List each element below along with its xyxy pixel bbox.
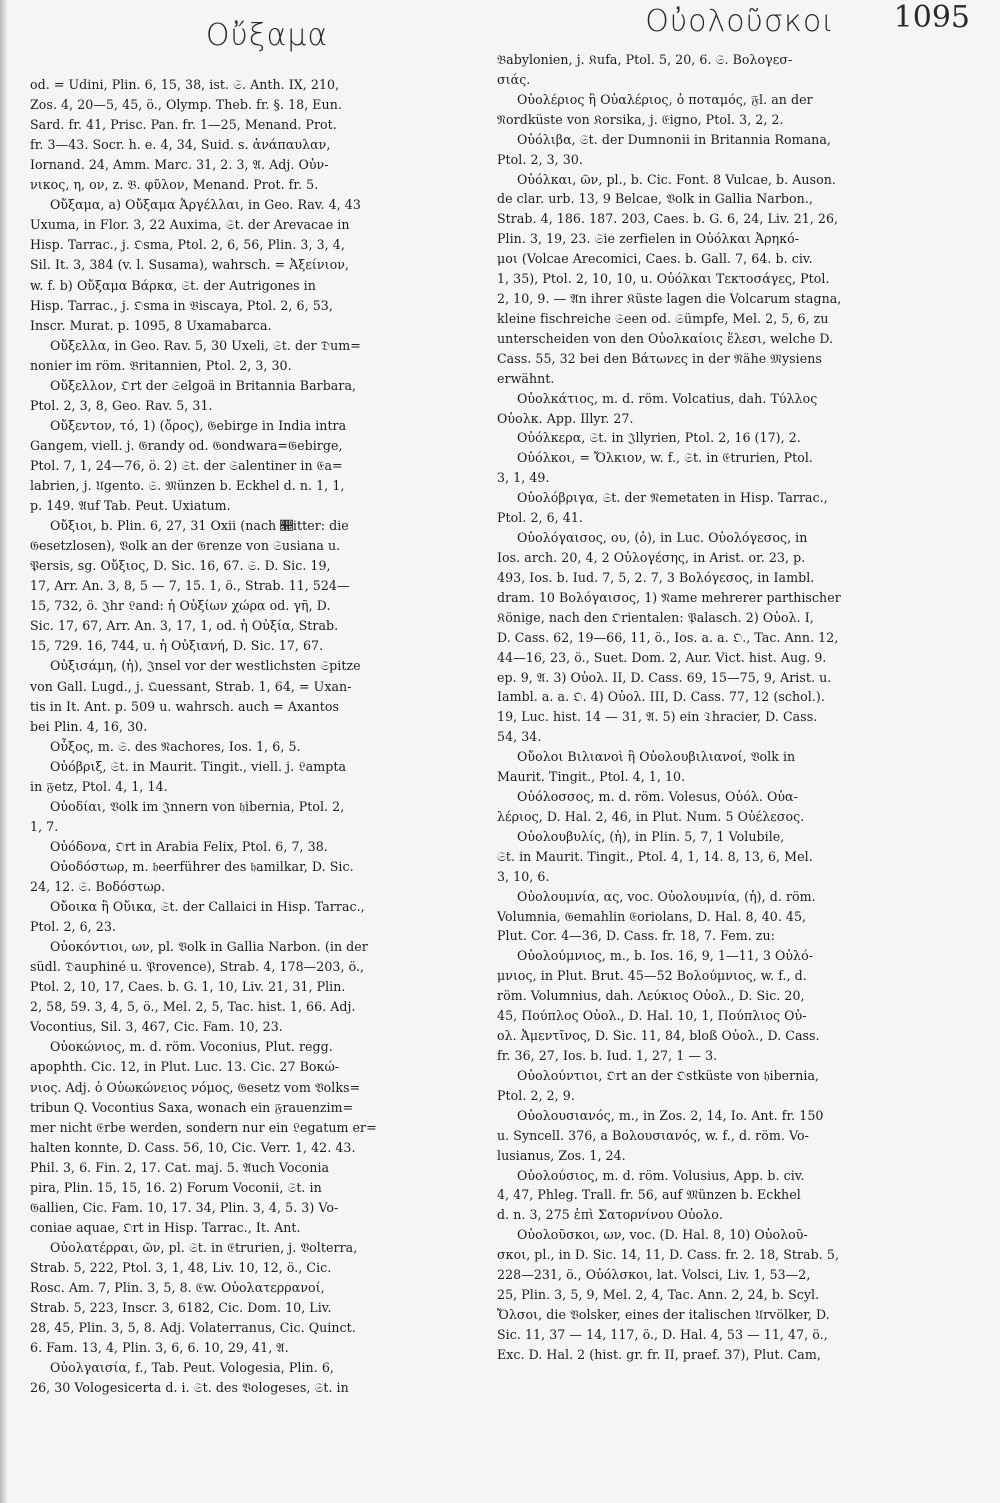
dictionary-entry-start: Οὖξος, m. 𝔖. des 𝔑achores, Ios. 1, 6, 5. [50,738,301,754]
running-head-right: Οὐολοῦσκοι [645,4,835,39]
dictionary-text-line: tribun Q. Vocontius Saxa, wonach ein 𝔉rauenzim= [30,1099,354,1115]
dictionary-text-line: pira, Plin. 15, 15, 16. 2) Forum Voconii, 𝔖t. in [30,1179,322,1195]
dictionary-text-line: Ptol. 2, 3, 30. [497,151,583,167]
dictionary-entry-start: Οὐολούσιος, m. d. röm. Volusius, App. b. civ. [517,1167,805,1183]
dictionary-text-line: μοι (Volcae Arecomici, Caes. b. Gall. 7, 64. b. civ. [497,251,813,267]
dictionary-entry-start: Οὐόδονα, 𝔒rt in Arabia Felix, Ptol. 6, 7, 38. [50,838,328,854]
dictionary-text-line: Strab. 4, 186. 187. 203, Caes. b. G. 6, 24, Liv. 21, 26, [497,211,839,227]
dictionary-entry-start: Οὐόλκερα, 𝔖t. in 𝔍llyrien, Ptol. 2, 16 (17), 2. [517,430,801,446]
dictionary-text-line: 2, 10, 9. — 𝔄n ihrer 𝔎üste lagen die Volcarum stagna, [497,291,842,307]
dictionary-text-line: von Gall. Lugd., j. 𝔔uessant, Strab. 1, 64, = Uxan- [30,678,352,694]
dictionary-entry-start: Οὐόλοσσος, m. d. röm. Volesus, Οὐόλ. Οὐα- [517,789,798,805]
dictionary-text-line: in 𝔉etz, Ptol. 4, 1, 14. [30,778,168,794]
dictionary-text-line: Strab. 5, 222, Ptol. 3, 1, 48, Liv. 10, 12, ö., Cic. [30,1259,332,1275]
dictionary-entry-start: Οὐολκάτιος, m. d. röm. Volcatius, dah. Τύλλος [517,390,818,406]
dictionary-text-line: Ios. arch. 20, 4, 2 Οὐλογέσης, in Arist. or. 23, p. [497,550,806,565]
dictionary-text-line: νικος, η, ον, z. 𝔅. φῦλον, Menand. Prot. fr. 5. [30,177,319,193]
dictionary-entry-start: Οὔξελλον, 𝔒rt der 𝔖elgoä in Britannia Barbara, [50,377,357,393]
dictionary-text-line: Οὐολκ. App. Illyr. 27. [497,410,634,426]
dictionary-text-line: 𝔅abylonien, j. 𝔎ufa, Ptol. 5, 20, 6. 𝔖. Βολογεσ- [497,52,793,67]
dictionary-entry-start: Οὐολουβυλίς, (ἡ), in Plin. 5, 7, 1 Volubile, [517,828,785,844]
dictionary-text-line: 17, Arr. An. 3, 8, 5 — 7, 15. 1, ö., Strab. 11, 524— [30,578,350,594]
dictionary-text-line: Ptol. 2, 2, 9. [497,1087,575,1103]
dictionary-text-line: apophth. Cic. 12, in Plut. Luc. 13. Cic. 27 Βοκώ- [30,1059,340,1075]
dictionary-text-line: Inscr. Murat. p. 1095, 8 Uxamabarca. [30,317,272,333]
dictionary-text-line: Sic. 17, 67, Arr. An. 3, 17, 1, od. ἡ Οὐξία, Strab. [30,618,339,634]
dictionary-text-line: Exc. D. Hal. 2 (hist. gr. fr. II, praef. 37), Plut. Cam, [497,1346,821,1362]
dictionary-entry-start: Οὐολγαισία, f., Tab. Peut. Vologesia, Plin. 6, [50,1360,334,1376]
dictionary-text-line: Uxuma, in Flor. 3, 22 Auxima, 𝔖t. der Arevacae in [30,217,350,233]
dictionary-text-line: röm. Volumnius, dah. Λεύκιος Οὐολ., D. Sic. 20, [497,988,805,1004]
dictionary-text-line: 44—16, 23, ö., Suet. Dom. 2, Aur. Vict. hist. Aug. 9. [497,649,827,665]
dictionary-text-line: 𝔊allien, Cic. Fam. 10, 17. 34, Plin. 3, 4, 5. 3) Vo- [30,1199,339,1215]
dictionary-text-line: Ptol. 2, 6, 41. [497,510,583,526]
dictionary-entry-start: Οὔολοι Βιλιανοὶ ἢ Οὐολουβιλιανοί, 𝔙olk in [517,749,796,765]
dictionary-text-line: Strab. 5, 223, Inscr. 3, 6182, Cic. Dom. 10, Liv. [30,1300,332,1316]
dictionary-text-line: Gangem, viell. j. 𝔊randy od. 𝔊ondwara=𝔊ebirge, [30,437,343,453]
dictionary-text-line: bei Plin. 4, 16, 30. [30,718,148,734]
dictionary-text-line: Ptol. 2, 3, 8, Geo. Rav. 5, 31. [30,397,213,413]
dictionary-text-line: Hisp. Tarrac., j. 𝔒sma, Ptol. 2, 6, 56, Plin. 3, 3, 4, [30,237,345,253]
dictionary-text-line: 15, 729. 16, 744, u. ἡ Οὐξιανή, D. Sic. 17, 67. [30,638,324,654]
dictionary-text-line: 𝔑ordküste von 𝔎orsika, j. 𝔈igno, Ptol. 3, 2, 2. [497,111,784,127]
dictionary-text-line: nonier im röm. 𝔅ritannien, Ptol. 2, 3, 30. [30,357,292,373]
dictionary-text-line: Zos. 4, 20—5, 45, ö., Olymp. Theb. fr. §. 18, Eun. [30,97,342,113]
dictionary-entry-start: Οὔξελλα, in Geo. Rav. 5, 30 Uxeli, 𝔖t. der 𝔇um= [50,337,361,353]
dictionary-entry-start: Οὐόβριξ, 𝔖t. in Maurit. Tingit., viell. j. 𝔏ampta [50,758,347,774]
dictionary-text-line: Plin. 3, 19, 23. 𝔖ie zerfielen in Οὐόλκαι Ἀρηκό- [497,231,800,247]
dictionary-entry-start: Οὔξιοι, b. Plin. 6, 27, 31 Oxii (nach 𝔕itter: die [50,518,349,534]
dictionary-entry-start: Οὐόλκαι, ῶν, pl., b. Cic. Font. 8 Vulcae, b. Auson. [517,171,836,187]
dictionary-text-line: 𝔎önige, nach den 𝔒rientalen: 𝔓alasch. 2) Οὐολ. I, [497,609,814,625]
dictionary-text-line: de clar. urb. 13, 9 Belcae, 𝔙olk in Gallia Narbon., [497,191,813,207]
dictionary-text-line: Ptol. 2, 6, 23. [30,919,116,935]
dictionary-text-line: Plut. Cor. 4—36, D. Cass. fr. 18, 7. Fem. zu: [497,928,775,944]
dictionary-text-line: mer nicht 𝔈rbe werden, sondern nur ein 𝔏egatum er= [30,1119,377,1135]
dictionary-text-line: 228—231, ö., Οὐόλσκοι, lat. Volsci, Liv. 1, 53—2, [497,1267,811,1283]
dictionary-text-line: Ptol. 2, 10, 17, Caes. b. G. 1, 10, Liv. 21, 31, Plin. [30,979,346,995]
dictionary-text-line: p. 149. 𝔄uf Tab. Peut. Uxiatum. [30,498,231,514]
dictionary-entry-start: Οὐξισάμη, (ἡ), 𝔍nsel vor der westlichsten 𝔖pitze [50,658,361,674]
dictionary-text-line: 𝔓ersis, sg. Οὔξιος, D. Sic. 16, 67. 𝔖. D. Sic. 19, [30,558,331,574]
dictionary-text-line: Maurit. Tingit., Ptol. 4, 1, 10. [497,769,686,785]
dictionary-entry-start: Οὔοικα ἢ Οὔικα, 𝔖t. der Callaici in Hisp. Tarrac., [50,899,365,915]
dictionary-text-line: Iornand. 24, Amm. Marc. 31, 2. 3, 𝔄. Adj. Οὐν- [30,157,329,173]
dictionary-text-line: erwähnt. [497,370,555,386]
dictionary-text-line: 19, Luc. hist. 14 — 31, 𝔄. 5) ein 𝔗hracier, D. Cass. [497,709,818,725]
dictionary-text-line: 26, 30 Vologesicerta d. i. 𝔖t. des 𝔙ologeses, 𝔖t. in [30,1380,349,1396]
dictionary-text-line: 1, 35), Ptol. 2, 10, 10, u. Οὐόλκαι Τεκτοσάγες, Ptol. [497,271,830,287]
dictionary-text-line: lusianus, Zos. 1, 24. [497,1147,626,1163]
dictionary-text-line: Sil. It. 3, 384 (v. l. Susama), wahrsch. = Ἀξείνιον, [30,257,349,273]
dictionary-text-line: ep. 9, 𝔄. 3) Οὐολ. II, D. Cass. 69, 15—75, 9, Arist. u. [497,669,832,685]
dictionary-text-line: Ὄλσοι, die 𝔙olsker, eines der italischen 𝔘rvölker, D. [497,1306,830,1322]
dictionary-text-line: Cass. 55, 32 bei den Βάτωνες in der 𝔑ähe 𝔐ysiens [497,350,822,366]
dictionary-text-line: coniae aquae, 𝔒rt in Hisp. Tarrac., It. Ant. [30,1219,301,1235]
dictionary-text-line: Rosc. Am. 7, Plin. 3, 5, 8. 𝔈w. Οὐολατερρανοί, [30,1280,325,1295]
dictionary-text-line: Hisp. Tarrac., j. 𝔒sma in 𝔅iscaya, Ptol. 2, 6, 53, [30,297,333,313]
dictionary-text-line: 6. Fam. 13, 4, Plin. 3, 6, 6. 10, 29, 41, 𝔄. [30,1340,289,1356]
dictionary-entry-start: Οὐολέριος ἢ Οὐαλέριος, ὁ ποταμός, 𝔉l. an der [517,91,813,107]
dictionary-entry-start: Οὔξαμα, a) Οὔξαμα Ἀργέλλαι, in Geo. Rav. 4, 43 [50,197,361,213]
dictionary-text-line: unterscheiden von den Οὐολκαίοις ἕλεσι, welche D. [497,330,834,346]
dictionary-text-line: fr. 3—43. Socr. h. e. 4, 34, Suid. s. ἀνάπαυλαν, [30,137,331,153]
dictionary-entry-start: Οὐόλκοι, = Ὄλκιον, w. f., 𝔖t. in 𝔈trurien, Ptol. [517,450,813,466]
dictionary-text-line: dram. 10 Βολόγαισος, 1) 𝔑ame mehrerer parthischer [497,589,841,605]
dictionary-text-line: 1, 7. [30,818,59,834]
dictionary-text-line: 𝔊esetzlosen), 𝔙olk an der 𝔊renze von 𝔖usiana u. [30,538,341,554]
dictionary-entry-start: Οὐολοῦσκοι, ων, voc. (D. Hal. 8, 10) Οὐολοῦ- [517,1227,808,1243]
dictionary-text-line: Volumnia, 𝔊emahlin 𝔈oriolans, D. Hal. 8, 40. 45, [497,908,807,924]
dictionary-text-line: 45, Πούπλος Οὐολ., D. Hal. 10, 1, Πούπλιος Οὐ- [497,1008,807,1024]
dictionary-text-line: 3, 1, 49. [497,470,550,486]
dictionary-entry-start: Οὐοκόντιοι, ων, pl. 𝔙olk in Gallia Narbon. (in der [50,939,368,955]
page-edge-shadow [0,0,8,1503]
dictionary-entry-start: Οὐοδόστωρ, m. 𝔥eerführer des 𝔥amilkar, D. Sic. [50,858,354,874]
dictionary-text-line: d. n. 3, 275 ἐπὶ Σατορνίνου Οὐολο. [497,1207,723,1223]
dictionary-text-line: u. Syncell. 376, a Βολουσιανός, w. f., d. röm. Vo- [497,1127,809,1143]
dictionary-text-line: σιάς. [497,71,531,87]
dictionary-text-line: 4, 47, Phleg. Trall. fr. 56, auf 𝔐ünzen b. Eckhel [497,1187,801,1203]
dictionary-text-line: 25, Plin. 3, 5, 9, Mel. 2, 4, Tac. Ann. 2, 24, b. Scyl. [497,1287,820,1303]
dictionary-text-line: 493, Ios. b. Iud. 7, 5, 2. 7, 3 Βολόγεσος, in Iambl. [497,569,815,585]
dictionary-text-line: Phil. 3, 6. Fin. 2, 17. Cat. maj. 5. 𝔄uch Voconia [30,1159,330,1175]
dictionary-text-line: 𝔖t. in Maurit. Tingit., Ptol. 4, 1, 14. 8, 13, 6, Mel. [497,848,813,864]
dictionary-entry-start: Οὐολουσιανός, m., in Zos. 2, 14, Io. Ant. fr. 150 [517,1107,824,1123]
dictionary-text-line: λέριος, D. Hal. 2, 46, in Plut. Num. 5 Οὐέλεσος. [497,808,805,824]
dictionary-entry-start: Οὔξεντον, τό, 1) (ὄρος), 𝔊ebirge in India intra [50,417,347,433]
dictionary-text-line: ολ. Ἀμεντῖνος, D. Sic. 11, 84, bloß Οὐολ., D. Cass. [497,1028,820,1044]
dictionary-text-line: D. Cass. 62, 19—66, 11, ö., Ios. a. a. 𝔒., Tac. Ann. 12, [497,629,839,645]
dictionary-entry-start: Οὐοκώνιος, m. d. röm. Voconius, Plut. regg. [50,1039,333,1055]
dictionary-text-line: kleine fischreiche 𝔖een od. 𝔖ümpfe, Mel. 2, 5, 6, zu [497,310,829,326]
dictionary-text-line: Vocontius, Sil. 3, 467, Cic. Fam. 10, 23. [30,1019,283,1035]
dictionary-entry-start: Οὐοδίαι, 𝔙olk im 𝔍nnern von 𝔥ibernia, Ptol. 2, [50,798,345,814]
dictionary-entry-start: Οὐόλιβα, 𝔖t. der Dumnonii in Britannia Romana, [517,131,831,147]
dictionary-text-line: σκοι, pl., in D. Sic. 14, 11, D. Cass. fr. 2. 18, Strab. 5, [497,1247,840,1263]
dictionary-text-line: od. = Udini, Plin. 6, 15, 38, ist. 𝔖. Anth. IX, 210, [30,77,340,92]
dictionary-entry-start: Οὐολόβριγα, 𝔖t. der 𝔑emetaten in Hisp. Tarrac., [517,490,828,506]
dictionary-entry-start: Οὐολατέρραι, ῶν, pl. 𝔖t. in 𝔈trurien, j. 𝔙olterra, [50,1239,358,1255]
dictionary-text-line: 15, 732, ö. 𝔍hr 𝔏and: ἡ Οὐξίων χώρα od. γῆ, D. [30,598,331,614]
dictionary-entry-start: Οὐολουμνία, ας, voc. Οὐολουμνία, (ἡ), d. röm. [517,888,816,904]
dictionary-text-line: μνιος, in Plut. Brut. 45—52 Βολούμνιος, w. f., d. [497,968,807,984]
dictionary-text-line: νιος. Adj. ὁ Οὐωκώνειος νόμος, 𝔊esetz vom 𝔙olks= [30,1079,361,1095]
dictionary-text-line: 3, 10, 6. [497,868,550,884]
dictionary-text-line: Sic. 11, 37 — 14, 117, ö., D. Hal. 4, 53 — 11, 47, ö., [497,1326,828,1342]
dictionary-text-line: 2, 58, 59. 3, 4, 5, ö., Mel. 2, 5, Tac. hist. 1, 66. Adj. [30,999,356,1015]
dictionary-text-line: Sard. fr. 41, Prisc. Pan. fr. 1—25, Menand. Prot. [30,117,337,133]
dictionary-text-line: halten konnte, D. Cass. 56, 10, Cic. Verr. 1, 42. 43. [30,1139,356,1155]
dictionary-text-line: 54, 34. [497,729,542,745]
dictionary-text-line: Ptol. 7, 1, 24—76, ö. 2) 𝔖t. der 𝔖alentiner in 𝔈a= [30,457,343,473]
dictionary-text-line: Iambl. a. a. 𝔒. 4) Οὐολ. III, D. Cass. 77, 12 (schol.). [497,689,825,705]
running-head-left: Οὔξαμα [205,18,329,53]
dictionary-entry-start: Οὐολούμνιος, m., b. Ios. 16, 9, 1—11, 3 Οὐλό- [517,948,814,964]
page-number: 1095 [893,0,970,35]
dictionary-text-line: 28, 45, Plin. 3, 5, 8. Adj. Volaterranus, Cic. Quinct. [30,1320,356,1336]
dictionary-text-line: tis in It. Ant. p. 509 u. wahrsch. auch = Axantos [30,698,340,714]
dictionary-entry-start: Οὐολούντιοι, 𝔒rt an der 𝔒stküste von 𝔥ibernia, [517,1067,820,1083]
dictionary-text-line: 24, 12. 𝔖. Βοδόστωρ. [30,879,166,894]
dictionary-text-line: labrien, j. 𝔘gento. 𝔖. 𝔐ünzen b. Eckhel d. n. 1, 1, [30,478,345,493]
dictionary-text-line: südl. 𝔇auphiné u. 𝔓rovence), Strab. 4, 178—203, ö., [30,959,365,975]
dictionary-text-line: w. f. b) Οὔξαμα Βάρκα, 𝔖t. der Autrigones in [30,277,316,293]
dictionary-entry-start: Οὐολόγαισος, ου, (ὁ), in Luc. Οὐολόγεσος, in [517,530,808,546]
dictionary-text-line: fr. 36, 27, Ios. b. Iud. 1, 27, 1 — 3. [497,1048,718,1063]
